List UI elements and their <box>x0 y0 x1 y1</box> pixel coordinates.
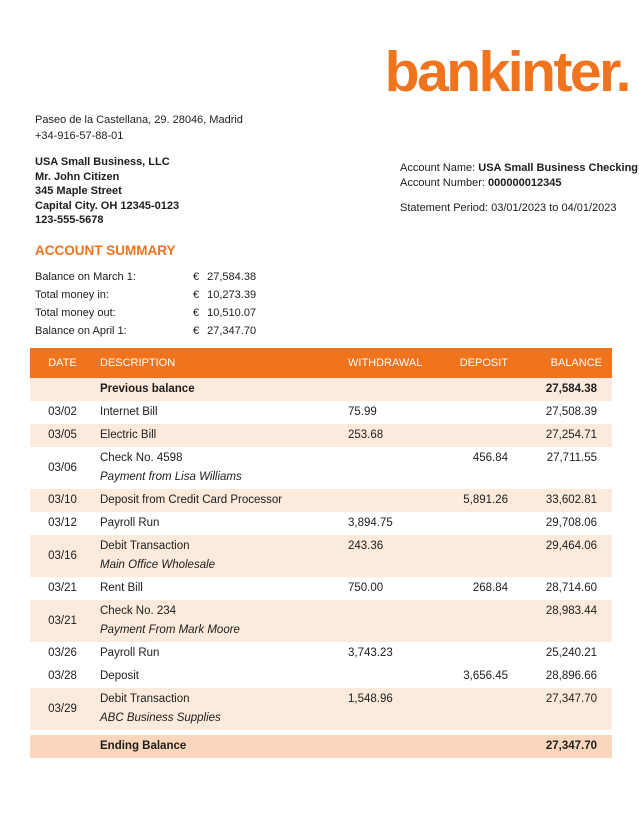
transaction-description <box>95 535 345 577</box>
transaction-deposit <box>440 535 512 577</box>
transaction-description <box>95 424 345 447</box>
transaction-description <box>95 512 345 535</box>
transaction-row <box>30 489 612 512</box>
transaction-balance: 29,464.06 <box>545 540 597 552</box>
transaction-description-line1: Payroll Run <box>100 517 160 529</box>
currency-symbol: € <box>193 325 200 337</box>
transaction-description-line1: Debit Transaction <box>100 693 190 705</box>
account-number-value: 000000012345 <box>488 177 562 189</box>
ending-balance-deposit <box>440 735 512 758</box>
transaction-withdrawal: 75.99 <box>348 406 377 418</box>
transaction-withdrawal <box>345 665 440 688</box>
account-summary-section <box>35 243 315 343</box>
transactions-table-body <box>30 378 612 758</box>
ending-balance-date <box>30 735 95 758</box>
transaction-description-line1: Payroll Run <box>100 647 160 659</box>
transaction-deposit: 3,656.45 <box>463 670 508 682</box>
transaction-description <box>95 688 345 730</box>
transaction-row <box>30 665 612 688</box>
bank-address-block <box>35 112 243 144</box>
transaction-row <box>30 378 612 401</box>
transaction-balance: 28,896.66 <box>545 670 597 682</box>
transaction-description <box>95 489 345 512</box>
account-number-label: Account Number: <box>400 177 485 189</box>
statement-period-label: Statement Period: <box>400 202 489 214</box>
transaction-deposit <box>440 424 512 447</box>
summary-amount: 27,584.38 <box>207 271 257 283</box>
transaction-description-line1: Electric Bill <box>100 429 157 441</box>
account-name-value: USA Small Business Checking <box>478 162 639 174</box>
transaction-balance: 27,711.55 <box>546 452 597 464</box>
transaction-withdrawal: 3,743.23 <box>348 647 393 659</box>
transaction-row <box>30 512 612 535</box>
transaction-row <box>30 688 612 730</box>
summary-amount: 10,273.39 <box>207 289 257 301</box>
transaction-deposit <box>440 401 512 424</box>
currency-symbol: € <box>193 307 200 319</box>
transaction-description-line1: Rent Bill <box>100 582 143 594</box>
transaction-date: 03/06 <box>48 461 77 474</box>
transaction-withdrawal: 253.68 <box>348 429 384 441</box>
transaction-description-line1: Previous balance <box>100 383 195 395</box>
ending-balance-withdrawal <box>345 735 440 758</box>
transaction-date: 03/28 <box>48 670 77 682</box>
transaction-withdrawal: 750.00 <box>348 582 384 594</box>
transaction-date: 03/21 <box>48 614 77 627</box>
transaction-balance: 28,714.60 <box>545 582 597 594</box>
currency-symbol: € <box>193 289 200 301</box>
transaction-row <box>30 642 612 665</box>
transaction-row <box>30 535 612 577</box>
transaction-description-line2: Payment from Lisa Williams <box>100 471 242 483</box>
summary-row <box>35 289 315 307</box>
currency-symbol: € <box>193 271 200 283</box>
bank-phone: +34-916-57-88-01 <box>35 130 124 142</box>
transaction-description <box>95 447 345 489</box>
col-header-deposit: DEPOSIT <box>440 348 512 378</box>
transaction-description-line1: Debit Transaction <box>100 540 190 552</box>
customer-address-line: USA Small Business, LLC <box>35 156 170 168</box>
customer-address-line: 345 Maple Street <box>35 185 122 197</box>
account-name-line <box>400 161 638 176</box>
transaction-row <box>30 401 612 424</box>
transaction-row <box>30 447 612 489</box>
summary-label: Total money out: <box>35 307 116 319</box>
summary-amount: 10,510.07 <box>207 307 257 319</box>
transaction-withdrawal <box>345 447 440 489</box>
col-header-withdrawal: WITHDRAWAL <box>345 348 440 378</box>
summary-row <box>35 271 315 289</box>
transaction-description-line2: ABC Business Supplies <box>100 712 221 724</box>
summary-row <box>35 325 315 343</box>
transaction-date: 03/05 <box>48 429 77 441</box>
col-header-description: DESCRIPTION <box>95 348 345 378</box>
transaction-deposit <box>440 600 512 642</box>
transaction-deposit <box>440 642 512 665</box>
transaction-row <box>30 600 612 642</box>
ending-balance-value: 27,347.70 <box>545 740 597 752</box>
transaction-date <box>30 378 95 401</box>
transactions-table-header <box>30 348 612 378</box>
transaction-withdrawal <box>345 489 440 512</box>
transaction-date: 03/29 <box>48 702 77 715</box>
col-header-date: DATE <box>30 348 95 378</box>
transaction-row <box>30 577 612 600</box>
transaction-date: 03/02 <box>48 406 77 418</box>
transaction-deposit: 268.84 <box>472 582 508 594</box>
customer-address-line: Mr. John Citizen <box>35 170 120 183</box>
transaction-balance: 25,240.21 <box>545 647 597 659</box>
transaction-deposit <box>440 688 512 730</box>
transactions-table <box>30 348 612 758</box>
transaction-balance: 28,983.44 <box>545 605 597 617</box>
summary-amount: 27,347.70 <box>207 325 257 337</box>
transaction-deposit <box>440 378 512 401</box>
bankinter-logo: bankinter. <box>384 40 629 104</box>
transaction-description-line1: Check No. 234 <box>100 605 177 617</box>
transaction-description-line1: Deposit <box>100 670 139 682</box>
transaction-withdrawal <box>345 600 440 642</box>
statement-period-line <box>400 201 638 216</box>
transaction-balance: 27,584.38 <box>545 383 597 395</box>
summary-label: Total money in: <box>35 289 109 301</box>
transaction-description <box>95 378 345 401</box>
transaction-balance: 33,602.81 <box>545 494 597 506</box>
transaction-description <box>95 665 345 688</box>
transaction-date: 03/21 <box>48 582 77 594</box>
summary-label: Balance on March 1: <box>35 271 136 283</box>
transaction-deposit: 5,891.26 <box>463 494 508 506</box>
transaction-withdrawal <box>345 378 440 401</box>
account-summary-title: ACCOUNT SUMMARY <box>35 243 176 258</box>
transaction-description <box>95 642 345 665</box>
transaction-date: 03/10 <box>48 494 77 506</box>
transaction-balance: 27,347.70 <box>545 693 597 705</box>
account-summary-rows <box>35 271 315 343</box>
transaction-withdrawal: 3,894.75 <box>348 517 393 529</box>
account-info-block <box>400 161 638 216</box>
transaction-withdrawal: 243.36 <box>348 540 384 552</box>
transaction-date: 03/26 <box>48 647 77 659</box>
transaction-description-line1: Check No. 4598 <box>100 452 183 464</box>
transaction-withdrawal: 1,548.96 <box>348 693 393 705</box>
customer-address-line: 123-555-5678 <box>35 214 104 226</box>
transaction-balance: 27,254.71 <box>545 429 597 441</box>
transaction-description <box>95 577 345 600</box>
transaction-description-line2: Main Office Wholesale <box>100 559 216 571</box>
ending-balance-label: Ending Balance <box>100 740 187 752</box>
statement-period-value: 03/01/2023 to 04/01/2023 <box>491 202 617 214</box>
transaction-description-line1: Deposit from Credit Card Processor <box>100 494 283 506</box>
summary-row <box>35 307 315 325</box>
summary-label: Balance on April 1: <box>35 325 127 337</box>
transaction-deposit <box>440 512 512 535</box>
transaction-row <box>30 424 612 447</box>
ending-balance-row <box>30 735 612 758</box>
customer-address-block <box>35 155 179 228</box>
transaction-balance: 29,708.06 <box>545 517 597 529</box>
transaction-description <box>95 600 345 642</box>
transaction-description <box>95 401 345 424</box>
transaction-deposit: 456.84 <box>472 452 508 464</box>
col-header-balance: BALANCE <box>512 348 612 378</box>
transaction-date: 03/16 <box>48 549 77 562</box>
account-name-label: Account Name: <box>400 162 476 174</box>
transaction-date: 03/12 <box>48 517 77 529</box>
transaction-balance: 27,508.39 <box>545 406 597 418</box>
transaction-description-line1: Internet Bill <box>100 406 158 418</box>
transaction-description-line2: Payment From Mark Moore <box>100 624 240 636</box>
account-number-line <box>400 176 638 191</box>
customer-address-line: Capital City. OH 12345-0123 <box>35 199 180 212</box>
bank-address-line: Paseo de la Castellana, 29. 28046, Madrid <box>35 114 243 126</box>
